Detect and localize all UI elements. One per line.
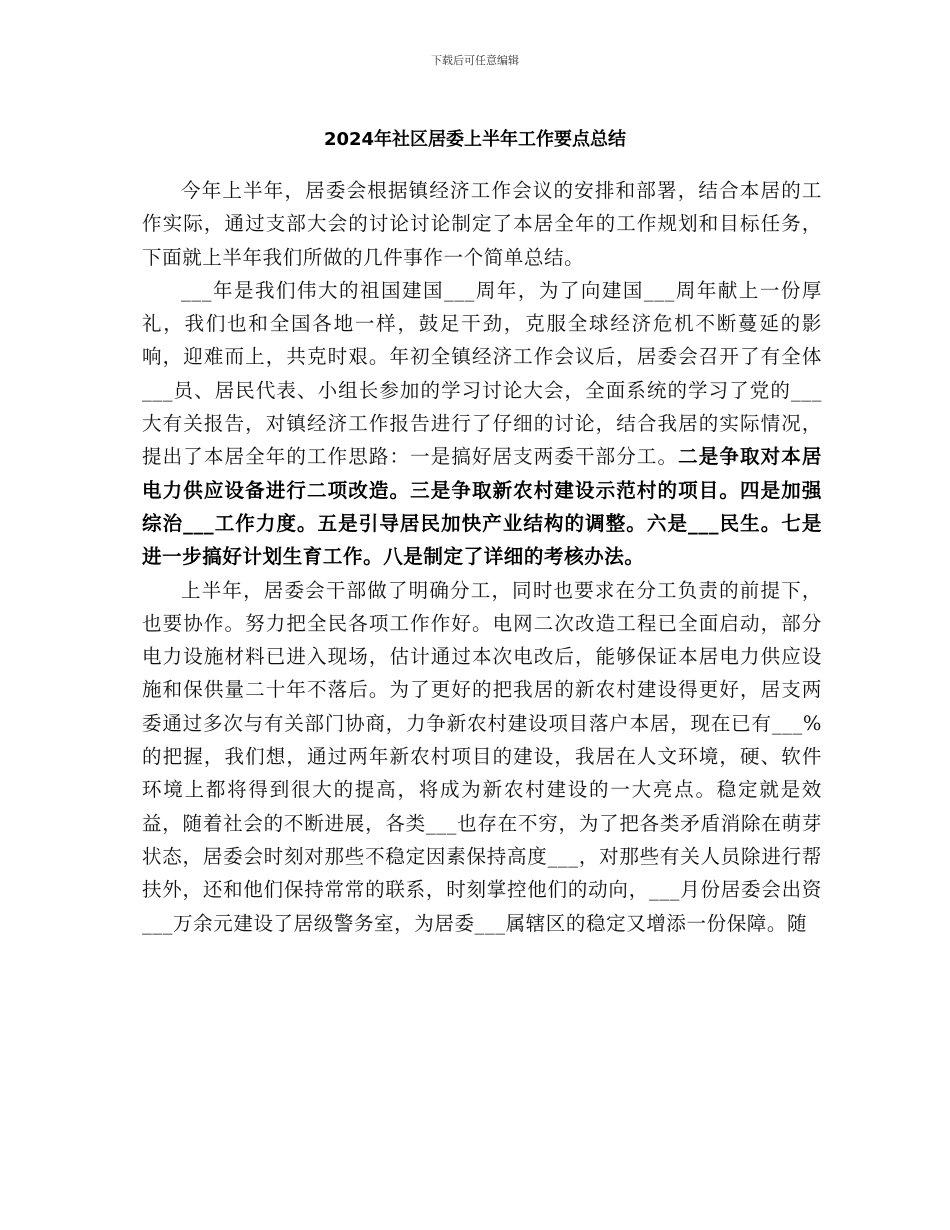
document-title: 2024年社区居委上半年工作要点总结 — [323, 129, 627, 150]
paragraph-intro — [142, 174, 822, 274]
paragraph-work-plan-text: ___年是我们伟大的祖国建国___周年，为了向建国___周年献上一份厚礼，我们也和全国各地一样，鼓足干劲，克服全球经济危机不断蔓延的影响，迎难而上，共克时艰。年初全镇经济工作会议后，居委会召开了有全体___员、居民代表、小组长参加的学习讨论大会，全面系统的学习了党的___大有关报告，对镇经济工作报告进行了仔细的讨论，结合我居的实际情况，提出了本居全年的工作思路：一是搞好居支两委干部分工。 — [142, 278, 822, 469]
document-body — [142, 174, 822, 940]
paragraph-work-plan — [142, 274, 822, 574]
paragraph-progress-text: 上半年，居委会干部做了明确分工，同时也要求在分工负责的前提下，也要协作。努力把全民各项工作作好。电网二次改造工程已全面启动，部分电力设施材料已进入现场，估计通过本次电改后，能够保证本居电力供应设施和保供量二十年不落后。为了更好的把我居的新农村建设得更好，居支两委通过多次与有关部门协商，力争新农村建设项目落户本居，现在已有___%的把握，我们想，通过两年新农村项目的建设，我居在人文环境，硬、软件环境上都将得到很大的提高，将成为新农村建设的一大亮点。稳定就是效益，随着社会的不断进展，各类___也存在不穷，为了把各类矛盾消除在萌芽状态，居委会时刻对那些不稳定因素保持高度___，对那些有关人员除进行帮扶外，还和他们保持常常的联系，时刻掌控他们的动向，___月份居委会出资___万余元建设了居级警务室，为居委___属辖区的稳定又增添一份保障。随 — [142, 578, 822, 935]
paragraph-progress — [142, 574, 822, 940]
page-header-note: 下载后可任意编辑 — [431, 54, 519, 67]
paragraph-work-plan-bold-text: 二是争取对本居电力供应设备进行二项改造。三是争取新农村建设示范村的项目。四是加强综治___工作力度。五是引导居民加快产业结构的调整。六是___民生。七是进一步搞好计划生育工作。八是制定了详细的考核办法。 — [142, 445, 823, 569]
paragraph-intro-text: 今年上半年，居委会根据镇经济工作会议的安排和部署，结合本居的工作实际，通过支部大会的讨论讨论制定了本居全年的工作规划和目标任务，下面就上半年我们所做的几件事作一个简单总结。 — [142, 179, 822, 269]
